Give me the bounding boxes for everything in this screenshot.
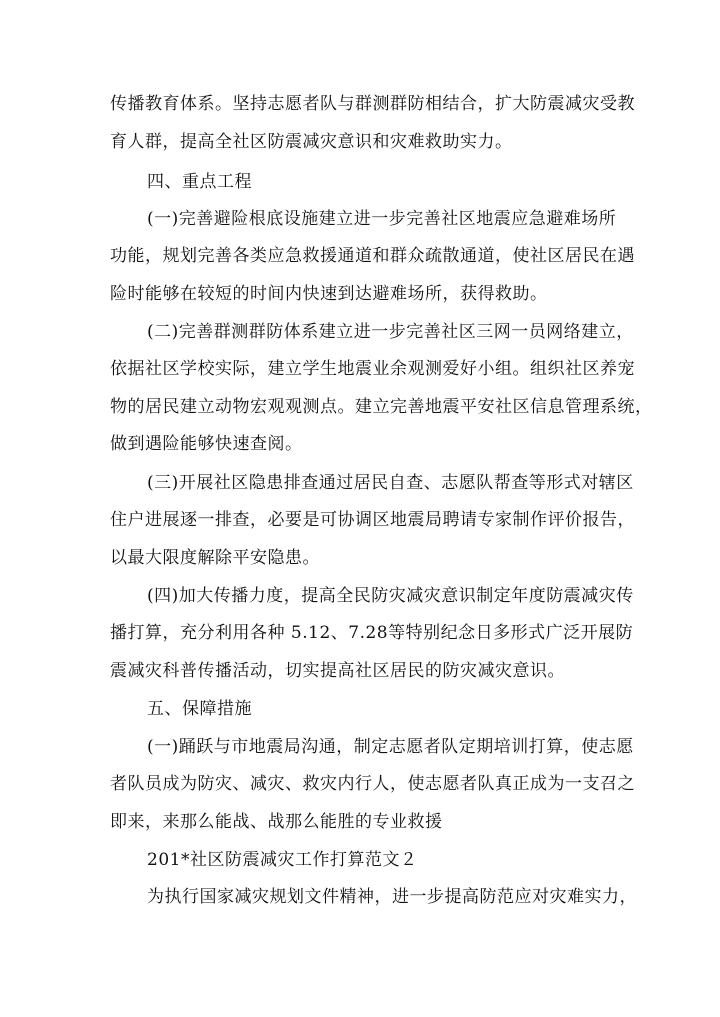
text-line: 传播教育体系。坚持志愿者队与群测群防相结合，扩大防震减灾受教	[110, 94, 635, 114]
text-line: 险时能够在较短的时间内快速到达避难场所，获得救助。	[110, 284, 548, 304]
text-line: (三)开展社区隐患排查通过居民自查、志愿队帮查等形式对辖区	[147, 473, 634, 493]
section-heading: 四、重点工程	[147, 172, 252, 192]
text-line: 为执行国家减灾规划文件精神，进一步提高防范应对灾难实力，	[147, 887, 637, 907]
text-line: 做到遇险能够快速查阅。	[110, 434, 303, 454]
text-line: 即来，来那么能战、战那么能胜的专业救援	[110, 812, 443, 832]
text-line: 以最大限度解除平安隐患。	[110, 548, 320, 568]
document-title: 201*社区防震减灾工作打算范文２	[147, 850, 418, 870]
text-line: 物的居民建立动物宏观观测点。建立完善地震平安社区信息管理系统，	[110, 397, 653, 417]
text-line: (一)踊跃与市地震局沟通，制定志愿者队定期培训打算，使志愿	[147, 737, 634, 757]
text-line: 住户进展逐一排查，必要是可协调区地震局聘请专家制作评价报告，	[110, 510, 635, 530]
text-line: 震减灾科普传播活动，切实提高社区居民的防灾减灾意识。	[110, 661, 565, 681]
text-line: (二)完善群测群防体系建立进一步完善社区三网一员网络建立，	[147, 322, 634, 342]
text-line: 播打算，充分利用各种 5.12、7.28等特别纪念日多形式广泛开展防	[110, 623, 634, 643]
text-line: 功能，规划完善各类应急救援通道和群众疏散通道，使社区居民在遇	[110, 246, 635, 266]
section-heading: 五、保障措施	[147, 699, 252, 719]
text-line: (四)加大传播力度，提高全民防灾减灾意识制定年度防震减灾传	[147, 586, 634, 606]
text-line: 依据社区学校实际，建立学生地震业余观测爱好小组。组织社区养宠	[110, 359, 635, 379]
text-line: (一)完善避险根底设施建立进一步完善社区地震应急避难场所	[147, 209, 617, 229]
text-line: 育人群，提高全社区防震减灾意识和灾难救助实力。	[110, 132, 513, 152]
text-line: 者队员成为防灾、减灾、救灾内行人，使志愿者队真正成为一支召之	[110, 774, 635, 794]
